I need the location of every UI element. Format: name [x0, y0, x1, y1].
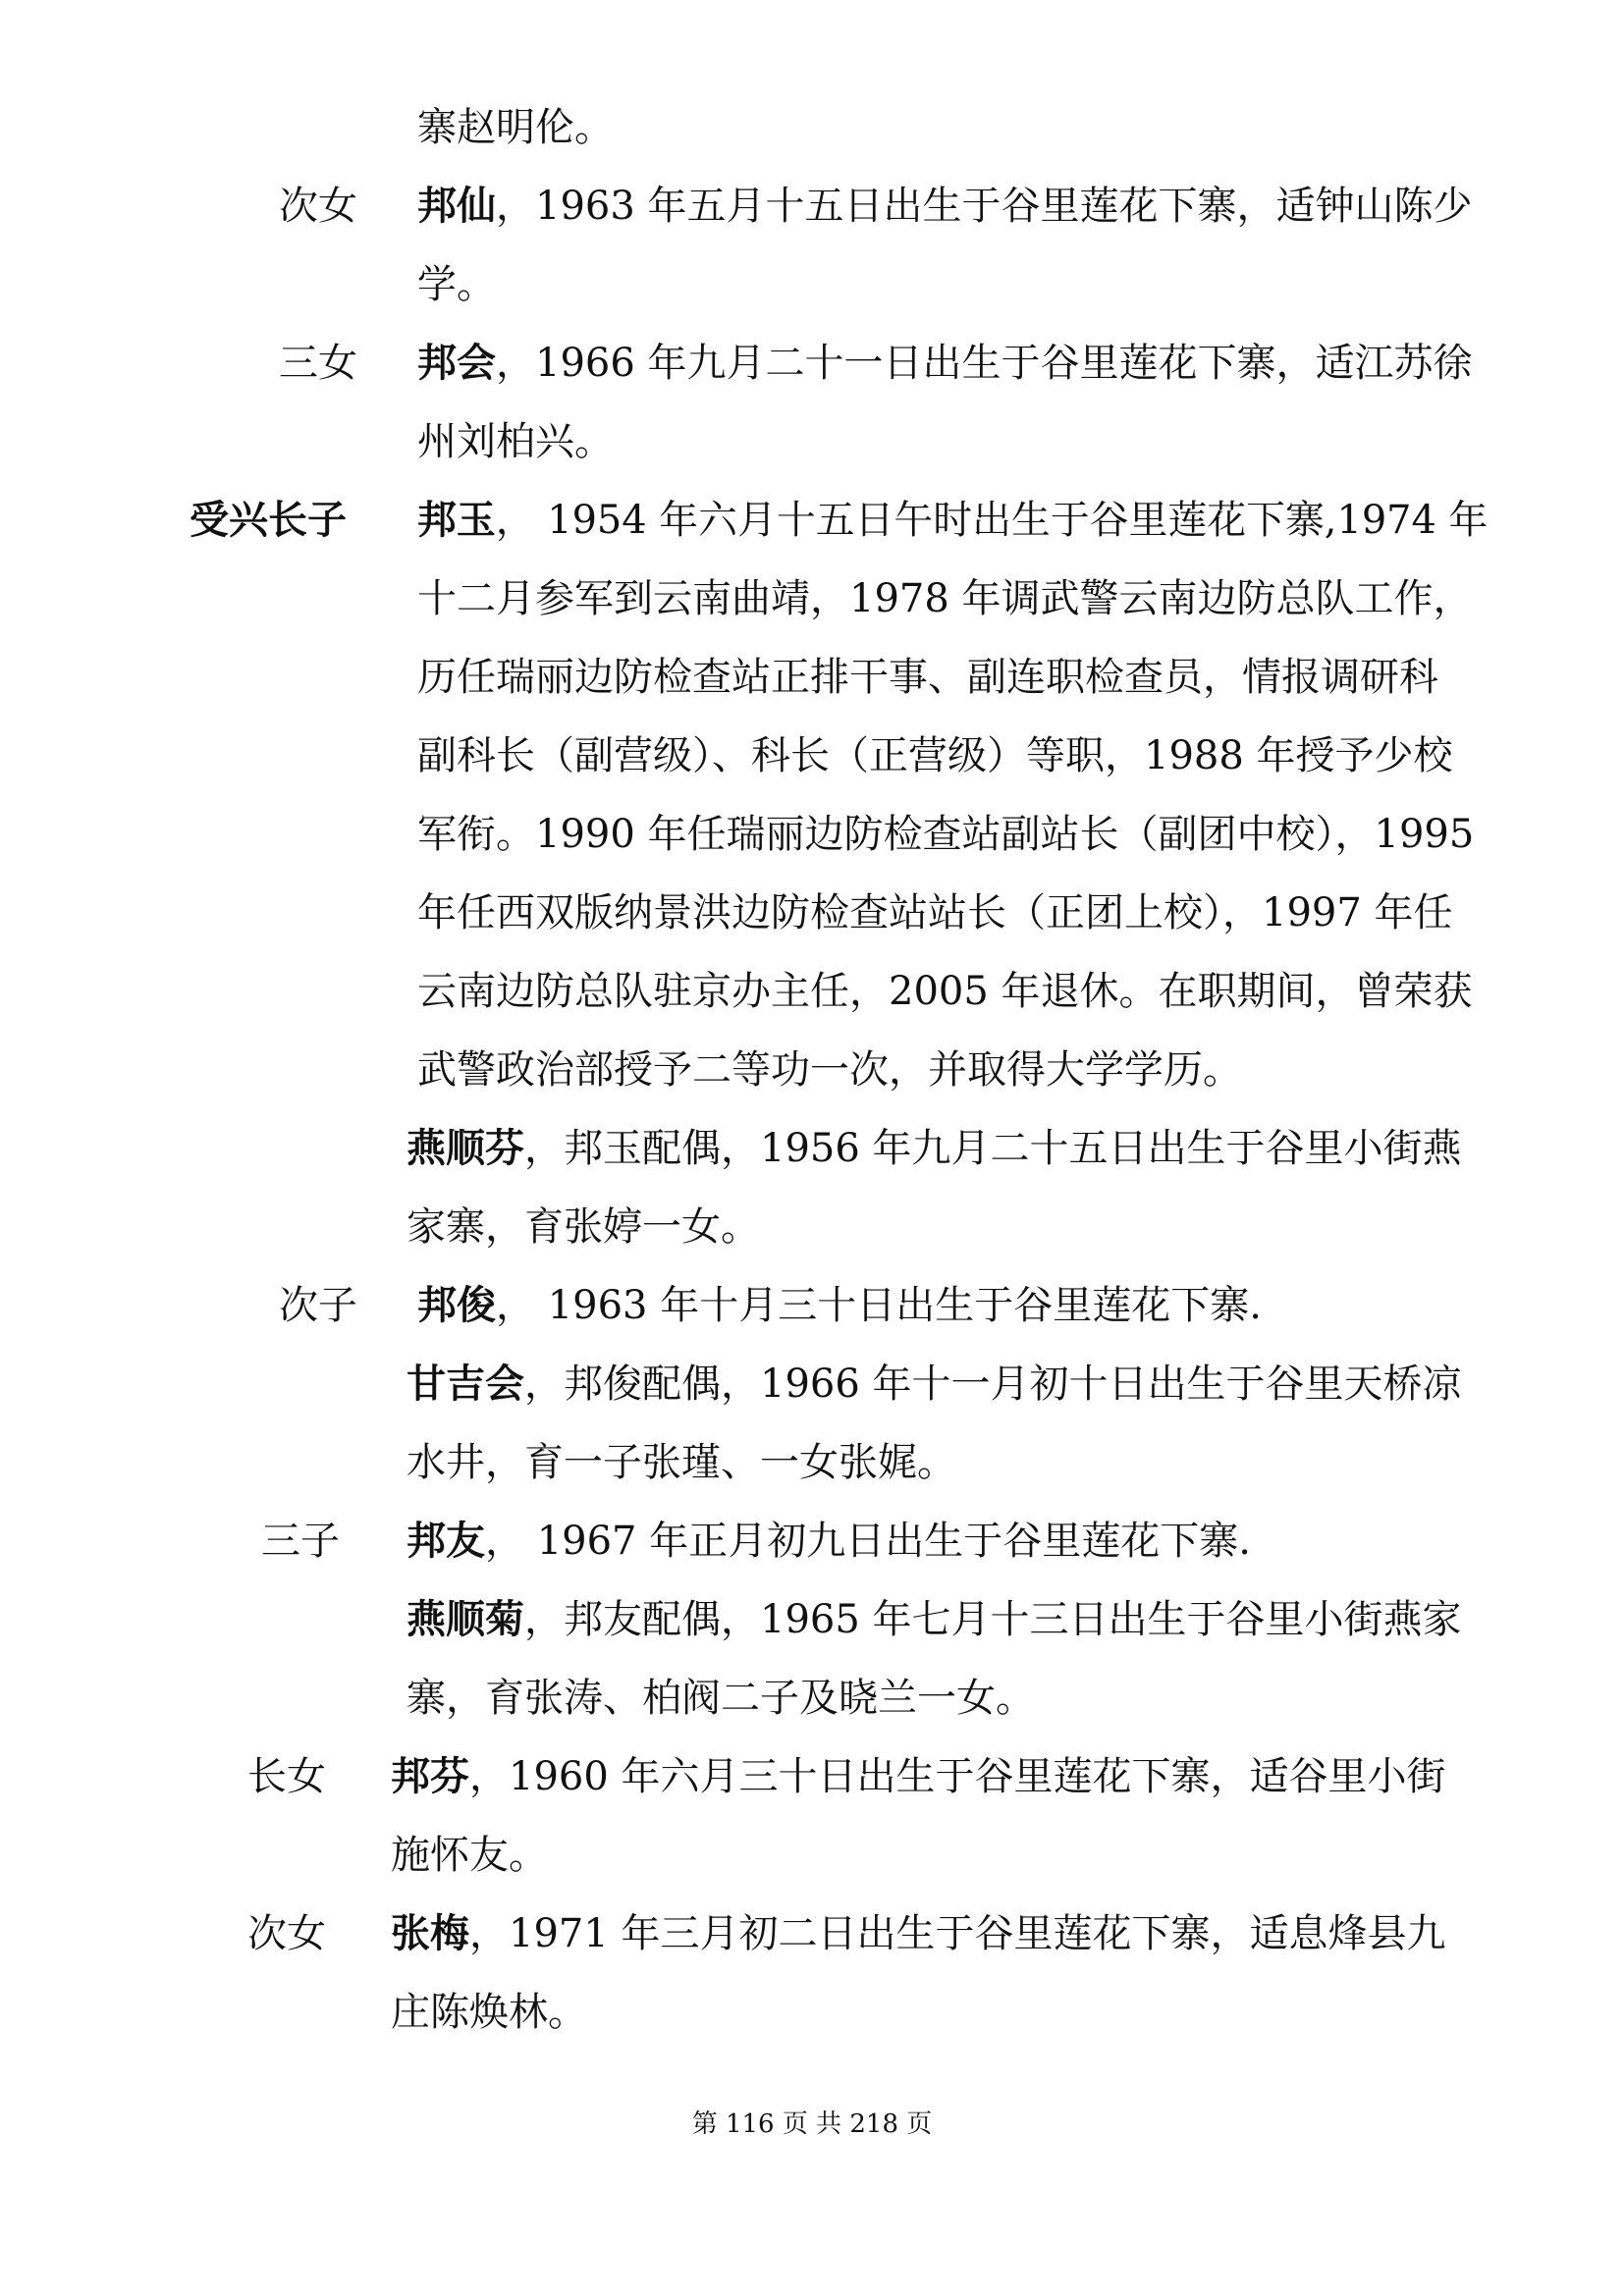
- person-name: 邦俊: [417, 1282, 496, 1328]
- text-line: 燕顺芬，邦玉配偶，1956 年九月二十五日出生于谷里小街燕: [406, 1125, 1462, 1171]
- text-line: 邦仙，1963 年五月十五日出生于谷里莲花下寨，适钟山陈少: [417, 183, 1473, 229]
- text-line: 家寨，育张婷一女。: [406, 1204, 760, 1250]
- text-line: 邦芬，1960 年六月三十日出生于谷里莲花下寨，适谷里小街: [391, 1753, 1446, 1799]
- relation-label: 次女: [247, 1911, 326, 1956]
- text-line: 历任瑞丽边防检查站正排干事、副连职检查员，情报调研科: [417, 655, 1438, 700]
- text-line: 张梅，1971 年三月初二日出生于谷里莲花下寨，适息烽县九: [391, 1910, 1446, 1956]
- text-line: 军衔。1990 年任瑞丽边防检查站副站长（副团中校），1995: [417, 812, 1475, 857]
- text-line: 邦友， 1967 年正月初九日出生于谷里莲花下寨.: [406, 1518, 1251, 1564]
- text-line: 邦玉， 1954 年六月十五日午时出生于谷里莲花下寨,1974 年: [417, 497, 1489, 543]
- text-line: 年任西双版纳景洪边防检查站站长（正团上校），1997 年任: [417, 890, 1453, 935]
- person-name: 燕顺芬: [406, 1125, 524, 1171]
- relation-label: 受兴长子: [189, 497, 347, 543]
- text-line: 学。: [417, 262, 496, 307]
- text-line: 武警政治部授予二等功一次，并取得大学学历。: [417, 1047, 1242, 1093]
- text-line: 燕顺菊，邦友配偶，1965 年七月十三日出生于谷里小街燕家: [406, 1596, 1462, 1642]
- text-line: 邦会，1966 年九月二十一日出生于谷里莲花下寨，适江苏徐: [417, 340, 1473, 386]
- text-line: 庄陈焕林。: [391, 1990, 587, 2035]
- relation-label: 三女: [279, 341, 357, 386]
- person-name: 邦友: [406, 1518, 485, 1564]
- person-name: 邦芬: [391, 1753, 469, 1799]
- text-line: 寨，育张涛、柏阀二子及晓兰一女。: [406, 1676, 1035, 1721]
- text-line: 副科长（副营级）、科长（正营级）等职，1988 年授予少校: [417, 733, 1453, 778]
- person-name: 邦会: [417, 340, 496, 386]
- person-name: 甘吉会: [406, 1361, 524, 1407]
- text-line: 甘吉会，邦俊配偶，1966 年十一月初十日出生于谷里天桥凉: [406, 1361, 1462, 1407]
- text-line: 州刘柏兴。: [417, 419, 614, 464]
- relation-label: 次子: [279, 1283, 357, 1328]
- text-line: 十二月参军到云南曲靖，1978 年调武警云南边防总队工作，: [417, 576, 1473, 621]
- relation-label: 次女: [279, 184, 357, 229]
- text-line: 水井，育一子张瑾、一女张娓。: [406, 1440, 956, 1485]
- person-name: 燕顺菊: [406, 1596, 524, 1642]
- text-line: 邦俊， 1963 年十月三十日出生于谷里莲花下寨.: [417, 1282, 1262, 1328]
- text-line: 云南边防总队驻京办主任，2005 年退休。在职期间，曾荣获: [417, 969, 1473, 1014]
- text-line: 寨赵明伦。: [417, 105, 614, 150]
- person-name: 邦玉: [417, 497, 496, 543]
- person-name: 邦仙: [417, 183, 496, 229]
- relation-label: 三子: [261, 1519, 340, 1564]
- relation-label: 长女: [247, 1754, 326, 1799]
- person-name: 张梅: [391, 1910, 469, 1956]
- text-line: 施怀友。: [391, 1833, 548, 1878]
- page-footer: 第 116 页 共 218 页: [691, 2109, 933, 2139]
